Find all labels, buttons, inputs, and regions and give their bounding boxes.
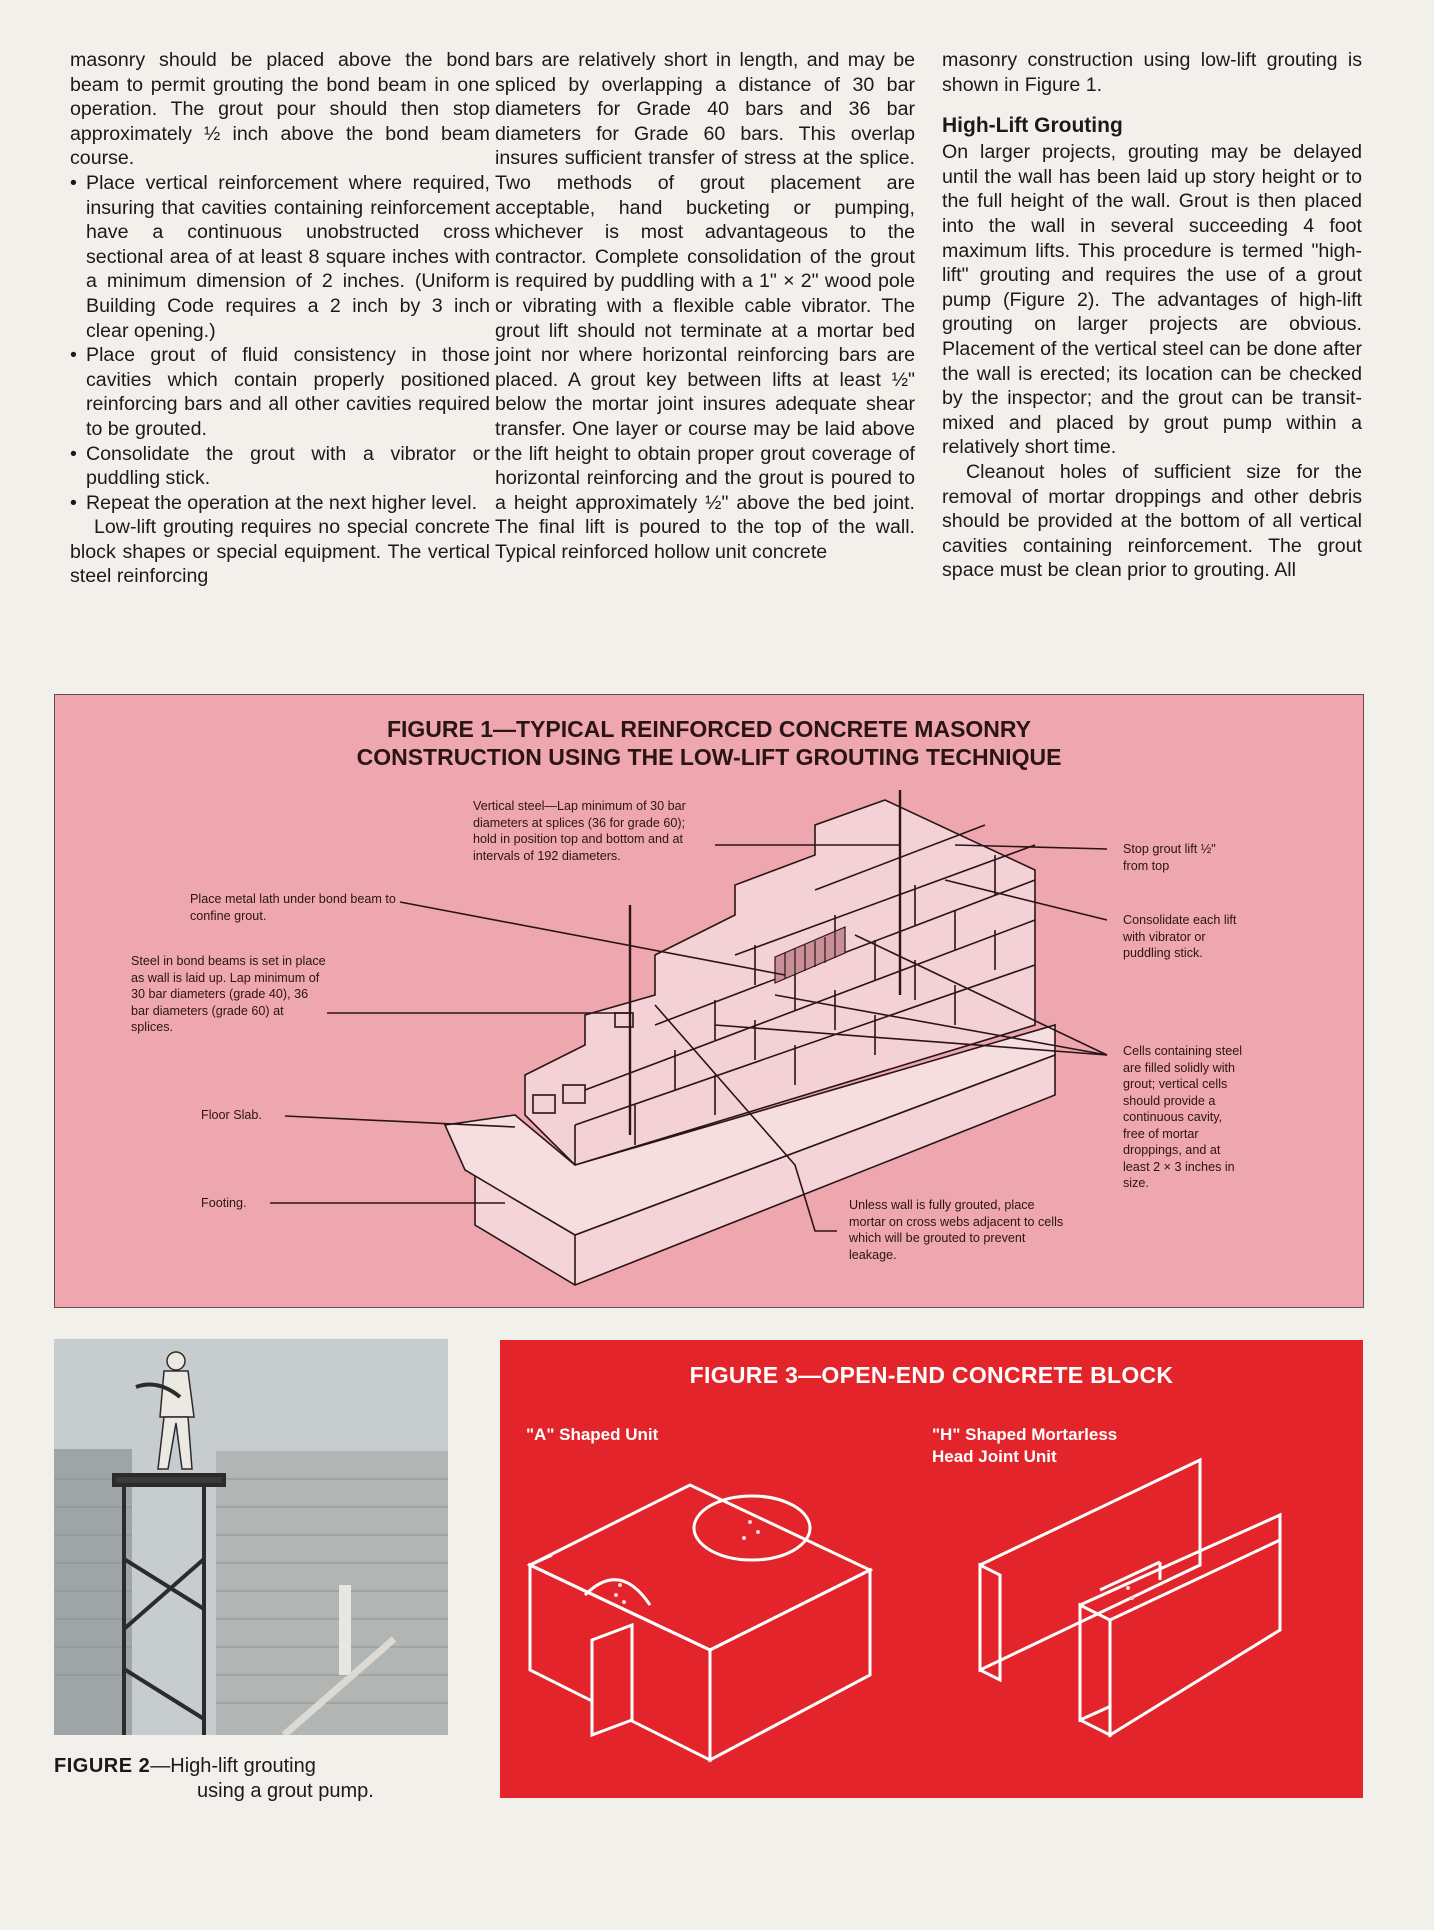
grout-pump-photo-illustration [54,1339,448,1735]
paragraph: masonry should be placed above the bond beam to permit grouting the bond beam in one operation. The grout pour should then stop approximately ½ inch above the bond beam course. [70,49,490,170]
figure-2-caption-text: using a grout pump. [197,1780,374,1802]
text-column-3 [942,48,1362,583]
label-h-unit-line2: Head Joint Unit [932,1447,1057,1466]
list-item: • Repeat the operation at the next higher level. [70,491,490,516]
figure-3-panel [500,1340,1363,1798]
label-bond-beam-steel: Steel in bond beams is set in place as wall is laid up. Lap minimum of 30 bar diameters (grade 40), 36 bar diameters (grade 60) at splices. [131,954,326,1034]
figure-2-label: FIGURE 2 [54,1755,151,1777]
open-end-blocks-diagram [500,1340,1363,1798]
paragraph: Cleanout holes of sufficient size for the removal of mortar droppings and other debris should be provided at the bottom of all vertical cavities containing reinforcement. The grout space must be clean prior to grouting. All [942,460,1362,582]
paragraph: bars are relatively short in length, and may be spliced by overlapping a distance of 30 bar diameters for Grade 40 bars and 36 bar diameters for Grade 60 bars. This overlap insures sufficient transfer of stress at the splice. Two methods of grout placement are acceptable, hand bucketing or pumping, whichever is most advantageous to the contractor. Complete consolidation of the grout is required by puddling with a 1" × 2" wood pole or vibrating with a flexible cable vibrator. The grout lift should not terminate at a mortar bed joint nor where horizontal reinforcing bars are placed. A grout key between lifts at least ½" below the mortar joint insures adequate shear transfer. One layer or course may be laid above the lift height to obtain proper grout coverage of horizontal reinforcing and the grout is poured to a height approximately ½" above the bed joint. The final lift is poured to the top of the wall. Typical reinforced hollow unit concrete [495,49,915,563]
text-column-1 [70,48,490,589]
a-shaped-unit [530,1485,870,1760]
paragraph: Low-lift grouting requires no special concrete block shapes or special equipment. The vertical steel reinforcing [70,516,490,588]
grout-speckle [614,1520,1134,1604]
label-a-unit: "A" Shaped Unit [526,1425,659,1444]
label-stop-grout: Stop grout lift ½" from top [1123,842,1216,873]
figure-2-caption-text: —High-lift grouting [150,1755,316,1777]
bullet-list [70,171,490,515]
figure-1-panel [54,694,1364,1308]
figure-2-caption [54,1754,454,1804]
list-item: • Consolidate the grout with a vibrator or puddling stick. [70,442,490,491]
label-consolidate: Consolidate each lift with vibrator or puddling stick. [1123,913,1237,960]
list-item: • Place vertical reinforcement where required, insuring that cavities containing reinforcement have a continuous unobstructed cross sectional area of at least 8 square inches with a minimum dimension of 2 inches. (Uniform Building Code requires a 2 inch by 3 inch clear opening.) [70,171,490,343]
label-h-unit-line1: "H" Shaped Mortarless [932,1425,1118,1444]
figure-1-title-line: CONSTRUCTION USING THE LOW-LIFT GROUTING TECHNIQUE [356,744,1062,770]
figure-2-photo [54,1339,448,1735]
h-shaped-unit [980,1460,1280,1735]
text-column-2 [495,48,915,564]
label-footing: Footing. [201,1196,247,1210]
label-cells: Cells containing steel are filled solidly with grout; vertical cells should provide a continuous cavity, free of mortar droppings, and at least 2 × 3 inches in size. [1123,1044,1243,1190]
section-heading: High-Lift Grouting [942,114,1123,138]
figure-3-title: FIGURE 3—OPEN-END CONCRETE BLOCK [689,1362,1174,1388]
label-floor-slab: Floor Slab. [201,1108,262,1122]
list-item: • Place grout of fluid consistency in those cavities which contain properly positioned reinforcing bars and all other cavities required to be grouted. [70,343,490,441]
label-mortar-webs: Unless wall is fully grouted, place mortar on cross webs adjacent to cells which will be grouted to prevent leakage. [849,1198,1064,1262]
label-vertical-steel: Vertical steel—Lap minimum of 30 bar diameters at splices (36 for grade 60); hold in position top and bottom and at intervals of 192 diameters. [473,799,686,863]
label-metal-lath: Place metal lath under bond beam to confine grout. [190,892,396,923]
figure-1-title-line: FIGURE 1—TYPICAL REINFORCED CONCRETE MASONRY [386,716,1032,742]
paragraph: masonry construction using low-lift grouting is shown in Figure 1. [942,49,1362,96]
paragraph: On larger projects, grouting may be delayed until the wall has been laid up story height or to the full height of the wall. Grout is then placed into the wall in several succeeding 4 foot maximum lifts. This procedure is termed "high-lift" grouting and requires the use of a grout pump (Figure 2). The advantages of high-lift grouting on larger projects are obvious. Placement of the vertical steel can be done after the wall is erected; its location can be checked by the inspector; and the grout can be transit-mixed and placed by grout pump within a relatively short time. [942,141,1362,459]
